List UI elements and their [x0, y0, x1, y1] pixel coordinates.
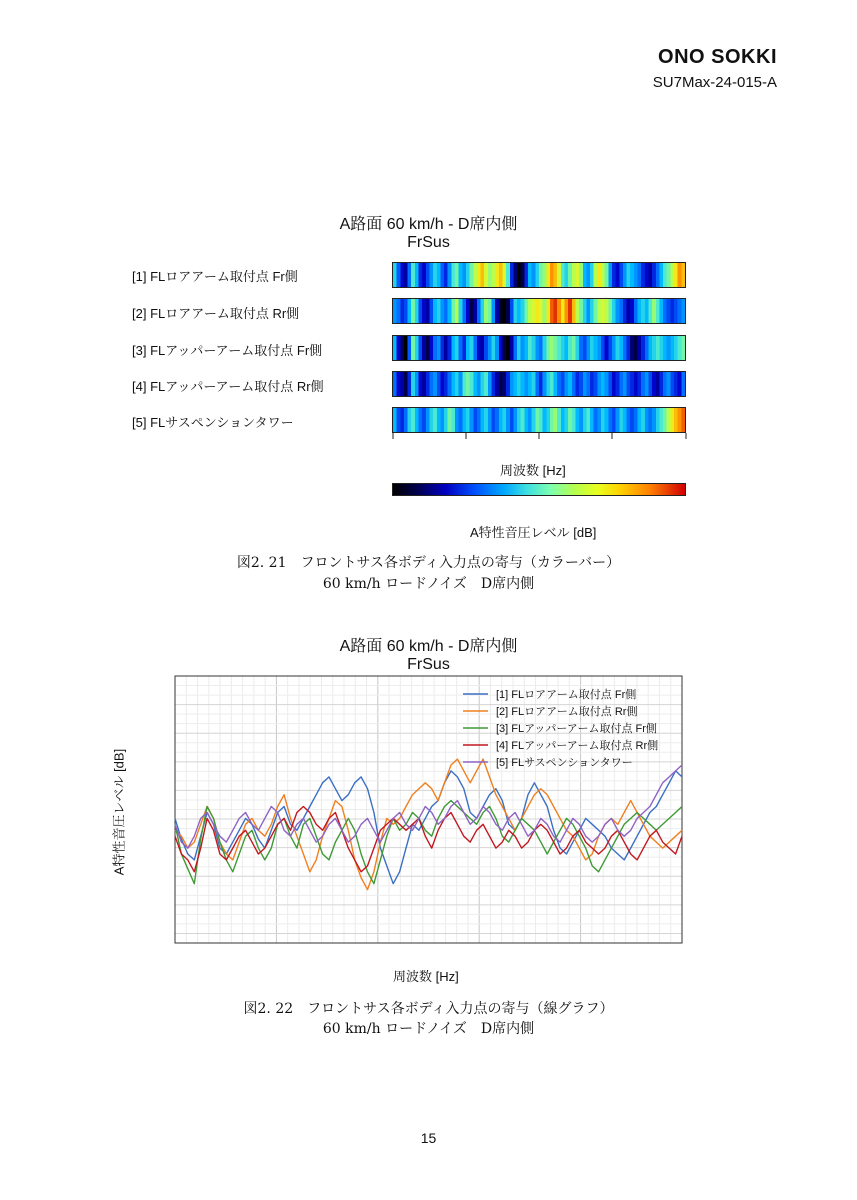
figure1-subtitle: FrSus: [407, 234, 450, 251]
figure2-caption-line2: 60 km/h ロードノイズ D席内側: [322, 1021, 535, 1037]
legend-label-2: [2] FLロアアーム取付点 Rr側: [496, 706, 638, 718]
figure1-title: A路面 60 km/h - D席内側: [339, 216, 518, 233]
legend-label-4: [4] FLアッパーアーム取付点 Rr側: [496, 740, 659, 752]
figure1-caption-line1: 図2. 21 フロントサス各ボディ入力点の寄与（カラーバー）: [236, 555, 621, 571]
heat-strip-1: [392, 262, 686, 288]
figure2-xlabel: 周波数 [Hz]: [393, 969, 459, 984]
legend-label-3: [3] FLアッパーアーム取付点 Fr側: [496, 723, 657, 735]
heat-strip-2: [392, 298, 686, 324]
strip-label-4: [4] FLアッパーアーム取付点 Rr側: [132, 379, 324, 394]
figure2-subtitle: FrSus: [407, 656, 450, 673]
strip-label-3: [3] FLアッパーアーム取付点 Fr側: [132, 343, 323, 358]
figure1-caption-line2: 60 km/h ロードノイズ D席内側: [322, 576, 535, 592]
strip-label-2: [2] FLロアアーム取付点 Rr側: [132, 306, 300, 321]
series-layer: [175, 759, 682, 890]
legend-label-5: [5] FLサスペンションタワー: [496, 757, 633, 769]
figure2-caption-line1: 図2. 22 フロントサス各ボディ入力点の寄与（線グラフ）: [243, 1001, 614, 1017]
figure1-xlabel: 周波数 [Hz]: [500, 463, 566, 478]
line-chart: [165, 672, 695, 962]
strip-label-1: [1] FLロアアーム取付点 Fr側: [132, 269, 298, 284]
series-line-5: [175, 765, 682, 848]
heat-strip-3: [392, 335, 686, 361]
figure2-ylabel: A特性音圧レベル [dB]: [111, 748, 127, 876]
colorbar: [392, 483, 686, 496]
company-logo: ONO SOKKI: [658, 46, 777, 68]
chart-legend: [463, 687, 658, 769]
strip-label-5: [5] FLサスペンションタワー: [132, 415, 294, 430]
page-number: 15: [420, 1130, 437, 1146]
legend-label-1: [1] FLロアアーム取付点 Fr側: [496, 689, 637, 701]
document-id: SU7Max-24-015-A: [652, 74, 777, 91]
heat-strip-4: [392, 371, 686, 397]
figure2-title: A路面 60 km/h - D席内側: [339, 638, 518, 655]
heat-strip-5: [392, 407, 686, 433]
colorbar-label: A特性音圧レベル [dB]: [470, 525, 597, 540]
strip-x-ticks: [392, 433, 688, 441]
